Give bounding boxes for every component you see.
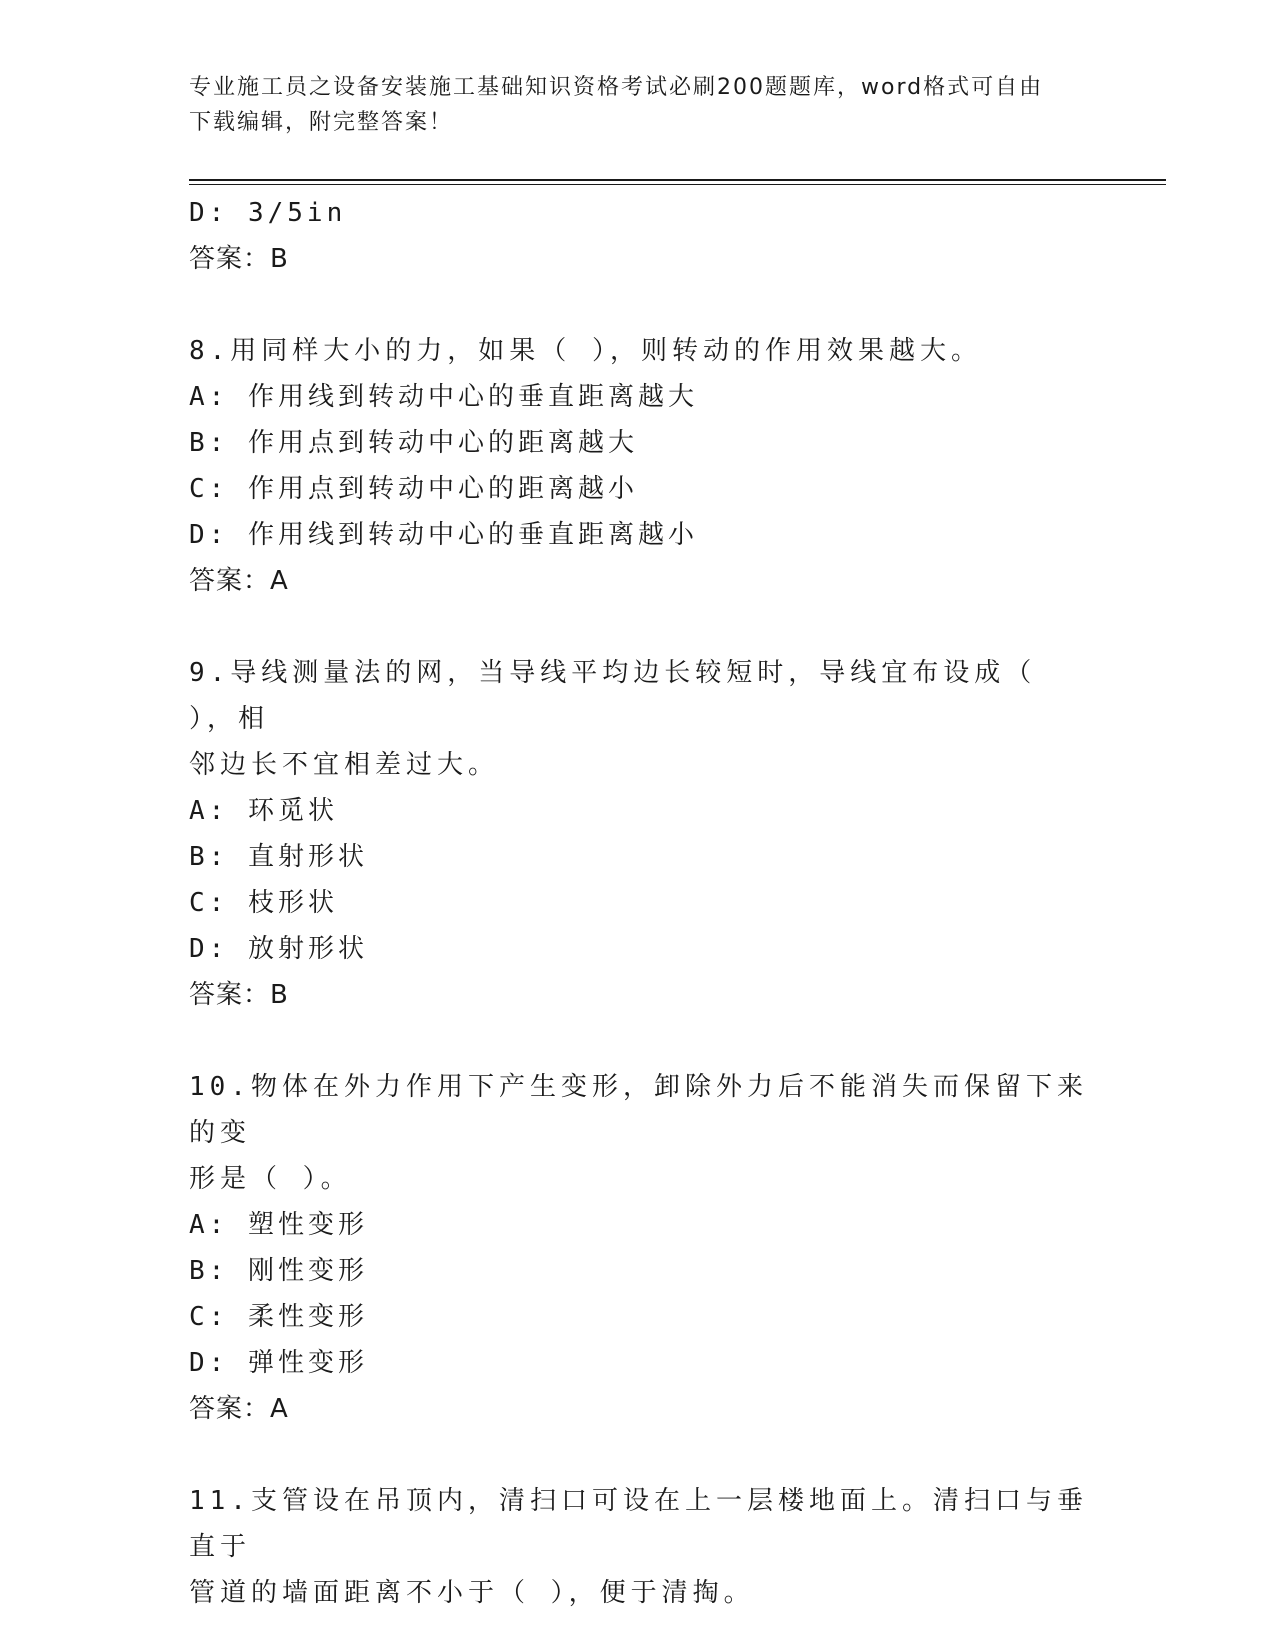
question-stem: 8.用同样大小的力，如果（ ），则转动的作用效果越大。	[189, 336, 982, 366]
spacer	[189, 282, 1089, 328]
question-stem-line-1: 9.导线测量法的网，当导线平均边长较短时，导线宜布设成（ ），相	[189, 658, 1037, 734]
question-stem-line-1: 11.支管设在吊顶内，清扫口可设在上一层楼地面上。清扫口与垂直于	[189, 1486, 1088, 1562]
previous-question-tail	[189, 190, 1089, 282]
question-stem-line-2: 管道的墙面距离不小于（ ），便于清掏。	[189, 1578, 755, 1608]
option-d: D: 3/5in	[189, 198, 347, 228]
option-c: C: 枝形状	[189, 888, 338, 918]
option-b: B: 刚性变形	[189, 1256, 368, 1286]
option-b: B: 作用点到转动中心的距离越大	[189, 428, 638, 458]
option-a: A: 塑性变形	[189, 1210, 368, 1240]
answer-line: 答案：A	[189, 1394, 289, 1424]
question-9	[189, 650, 1089, 1018]
question-8	[189, 328, 1089, 604]
option-c: C: 柔性变形	[189, 1302, 368, 1332]
spacer	[189, 604, 1089, 650]
option-d: D: 放射形状	[189, 934, 368, 964]
option-c: C: 作用点到转动中心的距离越小	[189, 474, 638, 504]
question-stem-line-2: 邻边长不宜相差过大。	[189, 750, 500, 780]
answer-line: 答案：B	[189, 980, 289, 1010]
header-rule-thick	[189, 179, 1166, 181]
question-stem-line-1: 10.物体在外力作用下产生变形，卸除外力后不能消失而保留下来的变	[189, 1072, 1088, 1148]
answer-line: 答案：B	[189, 244, 289, 274]
header-rule-thin	[189, 184, 1166, 185]
question-11	[189, 1478, 1089, 1616]
document-header	[189, 70, 1089, 140]
option-b: B: 直射形状	[189, 842, 368, 872]
option-d: D: 弹性变形	[189, 1348, 368, 1378]
question-stem-line-2: 形是（ ）。	[189, 1164, 352, 1194]
header-line-1: 专业施工员之设备安装施工基础知识资格考试必刷200题题库，word格式可自由	[189, 75, 1044, 100]
answer-line: 答案：A	[189, 566, 289, 596]
question-10	[189, 1064, 1089, 1432]
option-a: A: 环觅状	[189, 796, 338, 826]
spacer	[189, 1018, 1089, 1064]
header-line-2: 下载编辑，附完整答案！	[189, 110, 454, 135]
option-a: A: 作用线到转动中心的垂直距离越大	[189, 382, 698, 412]
option-d: D: 作用线到转动中心的垂直距离越小	[189, 520, 698, 550]
spacer	[189, 1432, 1089, 1478]
question-content	[189, 190, 1089, 1616]
